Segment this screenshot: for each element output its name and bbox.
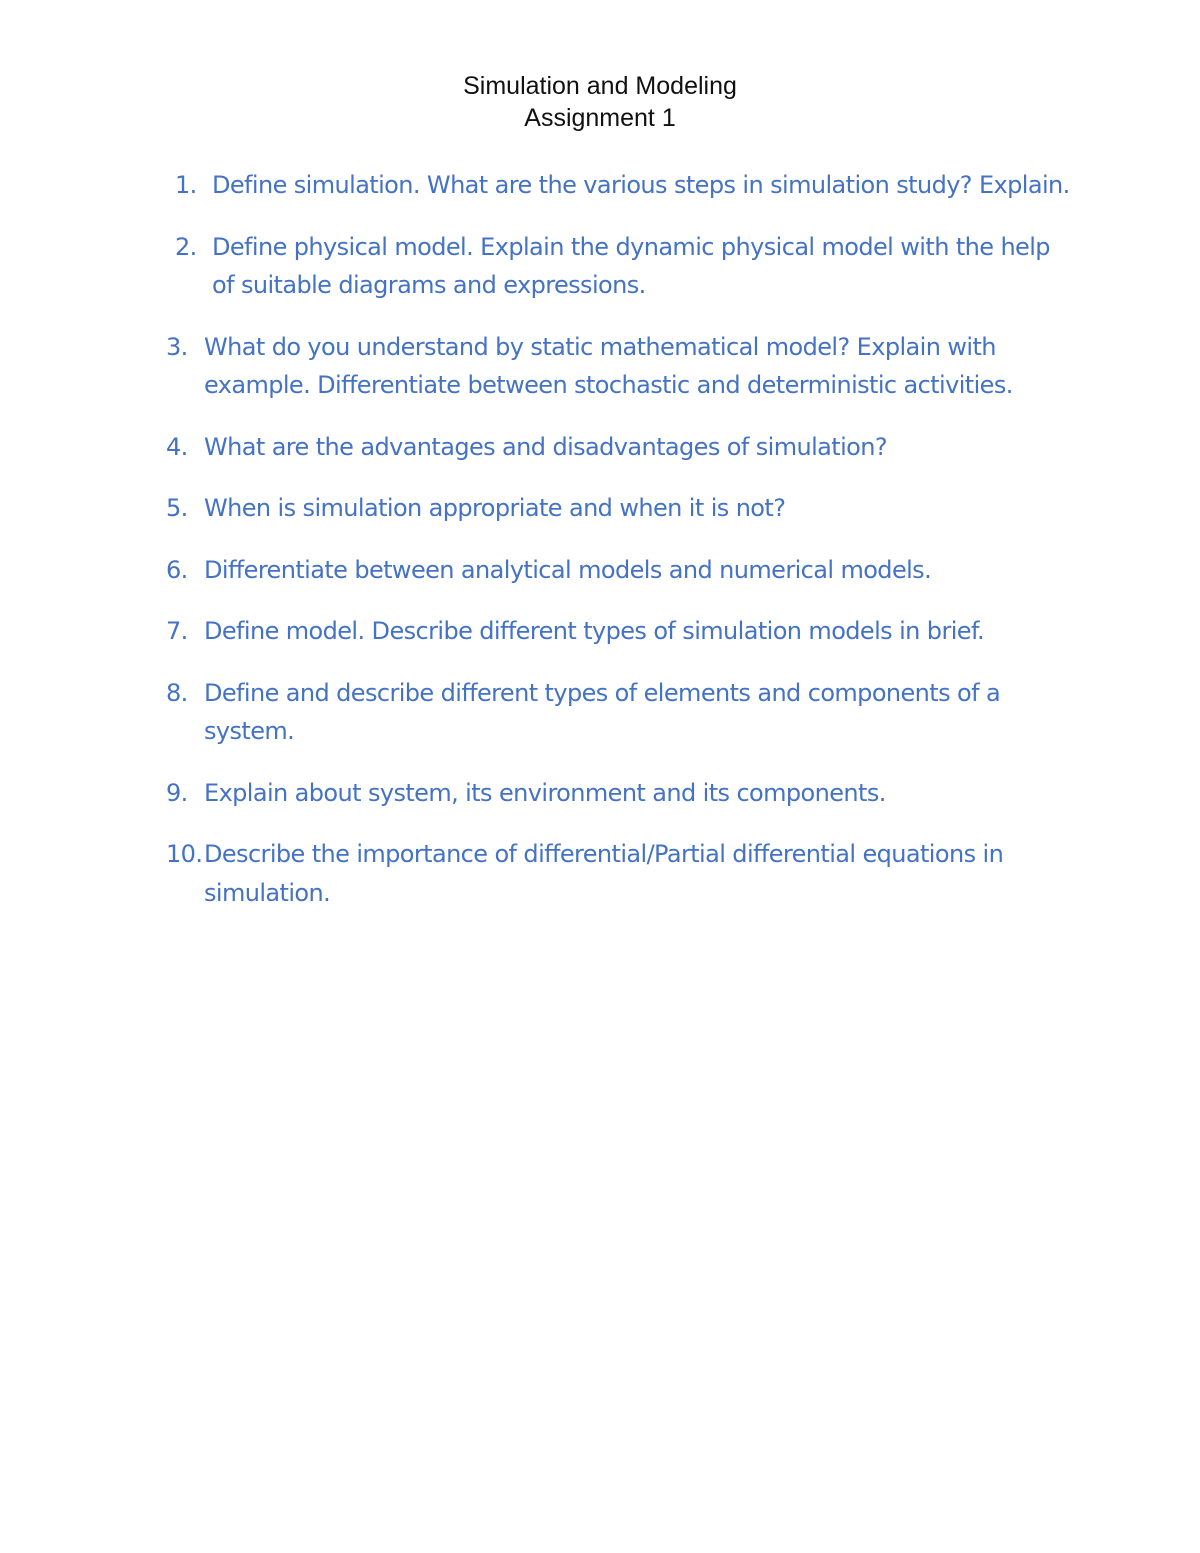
question-item: [166, 612, 1076, 651]
question-number: 7.: [166, 617, 188, 645]
question-list: [166, 166, 1076, 935]
document-subtitle: Assignment 1: [524, 104, 676, 132]
question-text: Define physical model. Explain the dynamic physical model with the help of suitable diagrams and expressions.: [212, 232, 1050, 299]
question-text: Explain about system, its environment and its components.: [204, 778, 886, 807]
question-number: 10.: [166, 840, 203, 868]
question-text: What do you understand by static mathematical model? Explain with example. Differentiate between stochastic and deterministic activities.: [204, 332, 1013, 399]
question-number: 9.: [166, 778, 188, 807]
question-text: When is simulation appropriate and when it is not?: [204, 494, 786, 522]
document-title: Simulation and Modeling: [463, 72, 737, 100]
question-item: [166, 835, 1076, 912]
document-header: [0, 70, 1200, 134]
question-text: What are the advantages and disadvantages of simulation?: [204, 432, 887, 461]
question-number: 1.: [175, 171, 197, 199]
question-text: Differentiate between analytical models and numerical models.: [204, 555, 932, 584]
question-number: 2.: [175, 232, 197, 261]
question-item: [166, 228, 1076, 305]
question-number: 3.: [166, 332, 188, 361]
question-item: [166, 428, 1076, 467]
question-item: [166, 674, 1076, 751]
question-item: [166, 489, 1076, 528]
question-item: [166, 551, 1076, 590]
question-item: [166, 166, 1076, 205]
question-item: [166, 328, 1076, 405]
question-text: Describe the importance of differential/Partial differential equations in simulation.: [204, 840, 1004, 907]
question-number: 8.: [166, 678, 188, 707]
question-text: Define and describe different types of elements and components of a system.: [204, 678, 1001, 745]
question-text: Define simulation. What are the various steps in simulation study? Explain.: [212, 171, 1070, 199]
question-number: 5.: [166, 494, 188, 522]
question-text: Define model. Describe different types of simulation models in brief.: [204, 617, 985, 645]
question-number: 4.: [166, 432, 188, 461]
question-number: 6.: [166, 555, 188, 584]
question-item: [166, 774, 1076, 813]
